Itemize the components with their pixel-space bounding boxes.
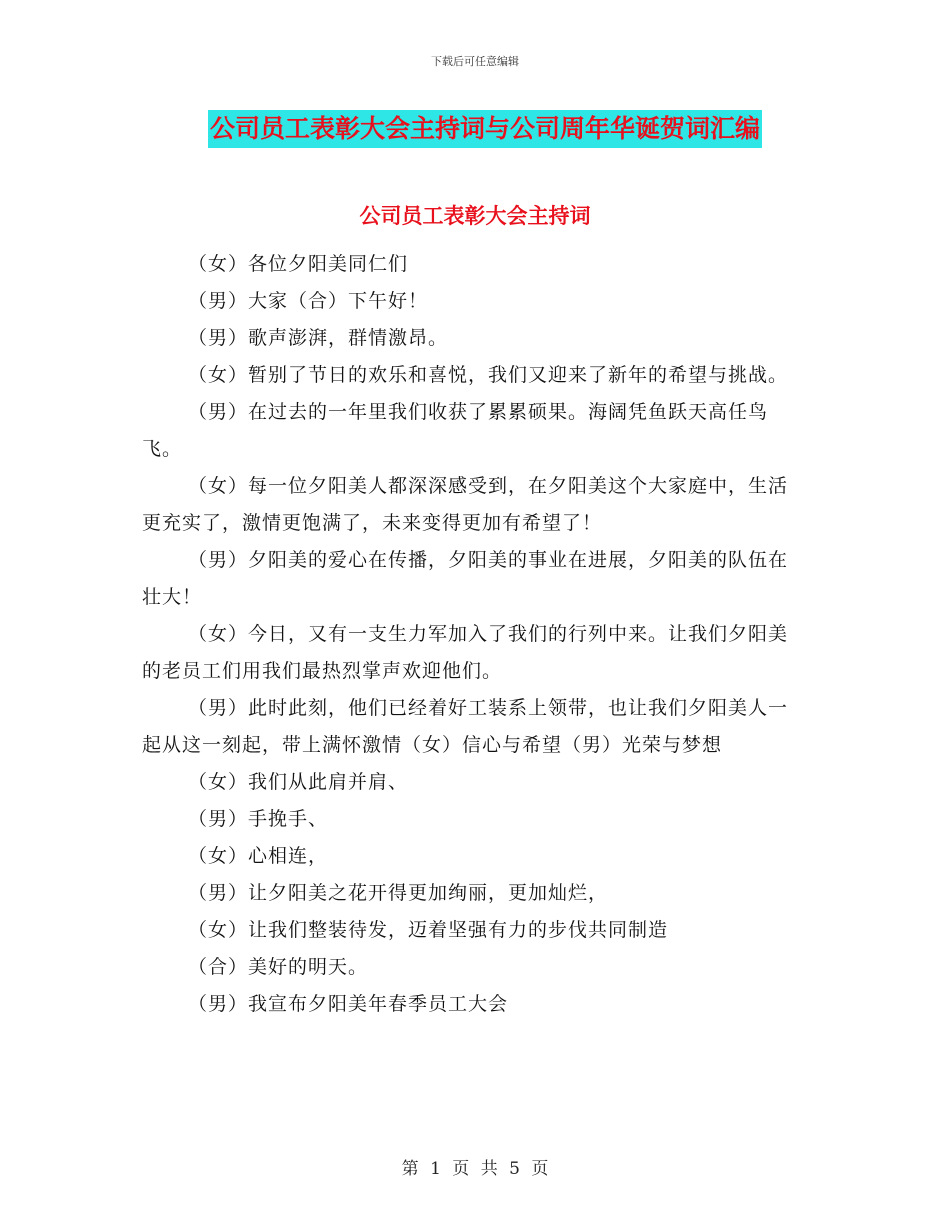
paragraph: （女）我们从此肩并肩、 <box>188 771 409 793</box>
paragraph: （男）我宣布夕阳美年春季员工大会 <box>188 993 509 1015</box>
paragraph: （女）心相连， <box>188 845 329 867</box>
document-title: 公司员工表彰大会主持词与公司周年华诞贺词汇编 <box>208 110 762 148</box>
paragraph: （男）手挽手、 <box>188 808 329 830</box>
header-note: 下载后可任意编辑 <box>431 55 519 68</box>
document-body <box>142 246 802 1023</box>
paragraph: （男）大家（合）下午好！ <box>188 290 429 312</box>
paragraph: （女）今日，又有一支生力军加入了我们的行列中来。让我们夕阳美的老员工们用我们最热烈掌声欢迎他们。 <box>142 623 789 682</box>
paragraph: （女）让我们整装待发，迈着坚强有力的步伐共同制造 <box>188 919 669 941</box>
paragraph: （女）每一位夕阳美人都深深感受到，在夕阳美这个大家庭中，生活更充实了，激情更饱满了，未来变得更加有希望了！ <box>142 475 789 534</box>
paragraph: （女）暂别了节日的欢乐和喜悦，我们又迎来了新年的希望与挑战。 <box>188 364 789 386</box>
paragraph: （男）歌声澎湃，群情激昂。 <box>188 327 449 349</box>
paragraph: （男）让夕阳美之花开得更加绚丽，更加灿烂， <box>188 882 609 904</box>
paragraph: （男）夕阳美的爱心在传播，夕阳美的事业在进展，夕阳美的队伍在壮大！ <box>142 549 789 608</box>
paragraph: （男）此时此刻，他们已经着好工装系上领带，也让我们夕阳美人一起从这一刻起，带上满怀激情（女）信心与希望（男）光荣与梦想 <box>142 697 789 756</box>
paragraph: （合）美好的明天。 <box>188 956 369 978</box>
paragraph: （男）在过去的一年里我们收获了累累硕果。海阔凭鱼跃天高任鸟飞。 <box>142 401 769 460</box>
paragraph: （女）各位夕阳美同仁们 <box>188 253 409 275</box>
page-footer: 第 1 页 共 5 页 <box>401 1159 549 1179</box>
section-title: 公司员工表彰大会主持词 <box>359 204 591 228</box>
